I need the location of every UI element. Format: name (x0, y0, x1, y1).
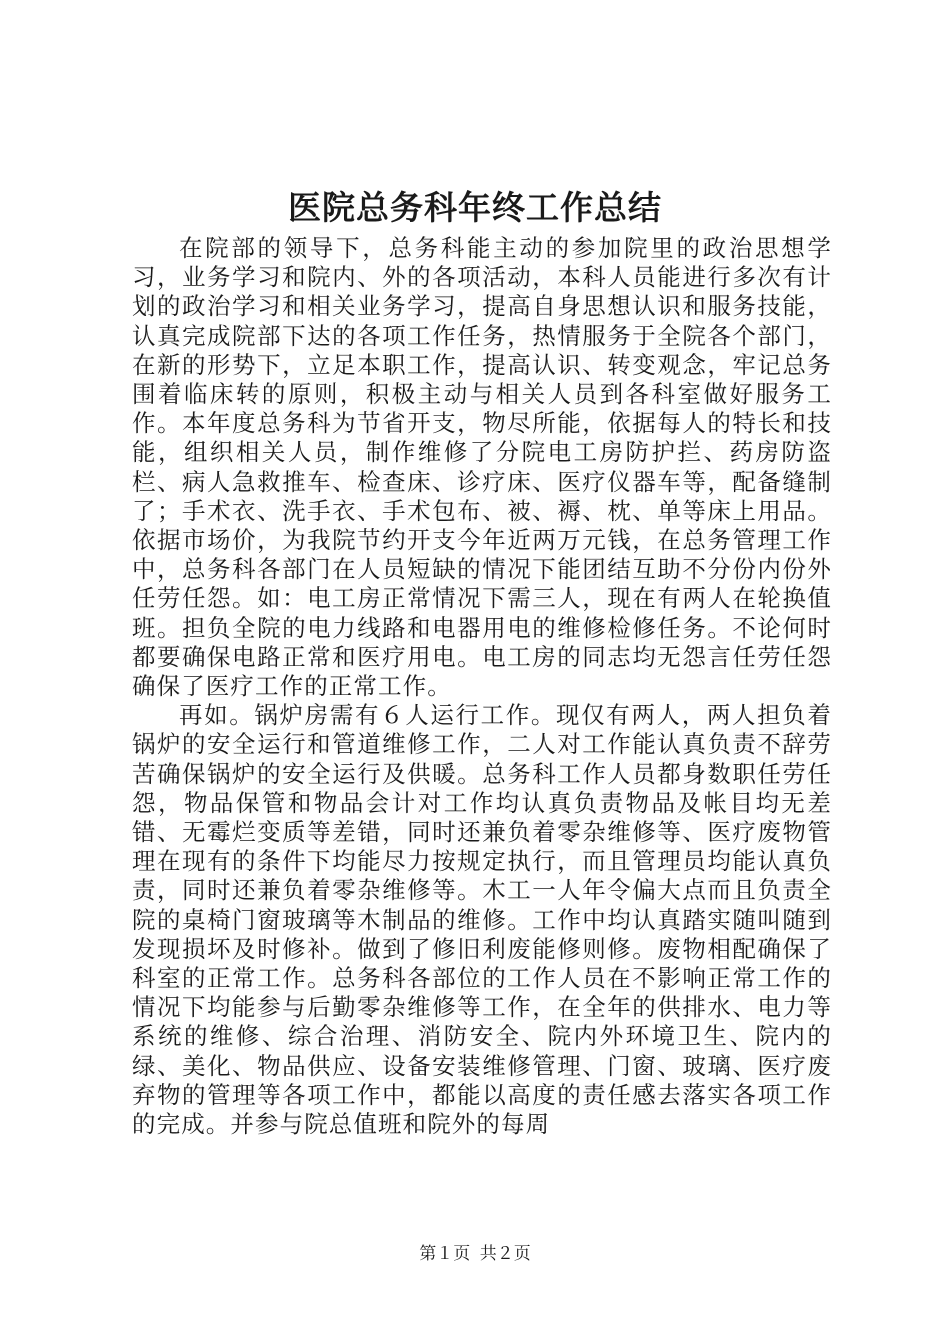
document-body (132, 234, 832, 1139)
page-number-footer: 第１页 共２页 (419, 1244, 531, 1264)
paragraph-1: 在院部的领导下，总务科能主动的参加院里的政治思想学习，业务学习和院内、外的各项活动，本科人员能进行多次有计划的政治学习和相关业务学习，提高自身思想认识和服务技能，认真完成院部下达的各项工作任务，热情服务于全院各个部门，在新的形势下，立足本职工作，提高认识、转变观念，牢记总务围着临床转的原则，积极主动与相关人员到各科室做好服务工作。本年度总务科为节省开支，物尽所能，依据每人的特长和技能，组织相关人员，制作维修了分院电工房防护拦、药房防盗栏、病人急救推车、检查床、诊疗床、医疗仪器车等，配备缝制了；手术衣、洗手衣、手术包布、被、褥、枕、单等床上用品。依据市场价，为我院节约开支今年近两万元钱，在总务管理工作中，总务科各部门在人员短缺的情况下能团结互助不分份内份外任劳任怨。如：电工房正常情况下需三人，现在有两人在轮换值班。担负全院的电力线路和电器用电的维修检修任务。不论何时都要确保电路正常和医疗用电。电工房的同志均无怨言任劳任怨确保了医疗工作的正常工作。 (132, 234, 832, 701)
paragraph-2: 再如。锅炉房需有６人运行工作。现仅有两人，两人担负着锅炉的安全运行和管道维修工作，二人对工作能认真负责不辞劳苦确保锅炉的安全运行及供暖。总务科工作人员都身数职任劳任怨，物品保管和物品会计对工作均认真负责物品及帐目均无差错、无霉烂变质等差错，同时还兼负着零杂维修等、医疗废物管理在现有的条件下均能尽力按规定执行，而且管理员均能认真负责，同时还兼负着零杂维修等。木工一人年令偏大点而且负责全院的桌椅门窗玻璃等木制品的维修。工作中均认真踏实随叫随到发现损坏及时修补。做到了修旧利废能修则修。废物相配确保了科室的正常工作。总务科各部位的工作人员在不影响正常工作的情况下均能参与后勤零杂维修等工作，在全年的供排水、电力等系统的维修、综合治理、消防安全、院内外环境卫生、院内的绿、美化、物品供应、设备安装维修管理、门窗、玻璃、医疗废弃物的管理等各项工作中，都能以高度的责任感去落实各项工作的完成。并参与院总值班和院外的每周 (132, 701, 832, 1139)
document-title: 医院总务科年终工作总结 (288, 188, 662, 227)
